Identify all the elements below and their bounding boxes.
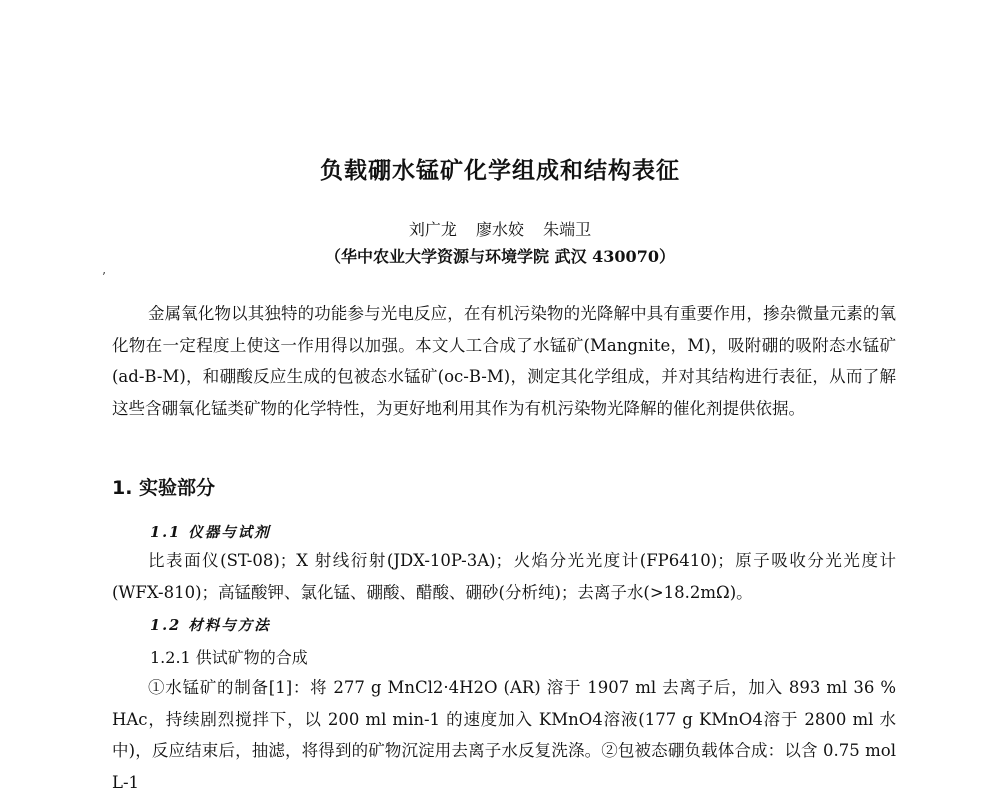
section-heading-experimental: 1. 实验部分 [112,477,216,499]
subsection-heading-instruments: 1.1 仪器与试剂 [150,524,271,541]
paper-title: 负载硼水锰矿化学组成和结构表征 [320,157,680,184]
instruments-paragraph: 比表面仪(ST-08)；X 射线衍射(JDX-10P-3A)；火焰分光光度计(FP6410)；原子吸收分光光度计(WFX-810)；高锰酸钾、氯化锰、硼酸、醋酸、硼砂(分析纯)；去离子水(>18.2mΩ)。 [112,551,896,602]
author-list: 刘广龙 廖水姣 朱端卫 [408,220,592,239]
subsection-heading-materials: 1.2 材料与方法 [150,617,271,634]
synthesis-paragraph: ①水锰矿的制备[1]：将 277 g MnCl2·4H2O (AR) 溶于 1907 ml 去离子后，加入 893 ml 36 % HAc，持续剧烈搅拌下，以 200 ml min-1 的速度加入 KMnO4溶液(177 g KMnO4溶于 2800 ml 水中)，反应结束后，抽滤，将得到的矿物沉淀用去离子水反复洗涤。②包被态硼负载体合成：以含 0.75 mol L-1 [112,678,896,792]
abstract-paragraph: 金属氧化物以其独特的功能参与光电反应，在有机污染物的光降解中具有重要作用，掺杂微量元素的氧化物在一定程度上使这一作用得以加强。本文人工合成了水锰矿(Mangnite，M)，吸附硼的吸附态水锰矿(ad-B-M)，和硼酸反应生成的包被态水锰矿(oc-B-M)，测定其化学组成，并对其结构进行表征，从而了解这些含硼氧化锰类矿物的化学特性，为更好地利用其作为有机污染物光降解的催化剂提供依据。 [112,304,896,418]
affiliation: （华中农业大学资源与环境学院 武汉 430070） [325,247,675,266]
subsubsection-heading-synthesis: 1.2.1 供试矿物的合成 [150,648,308,667]
scan-mark: ’ [102,270,106,284]
